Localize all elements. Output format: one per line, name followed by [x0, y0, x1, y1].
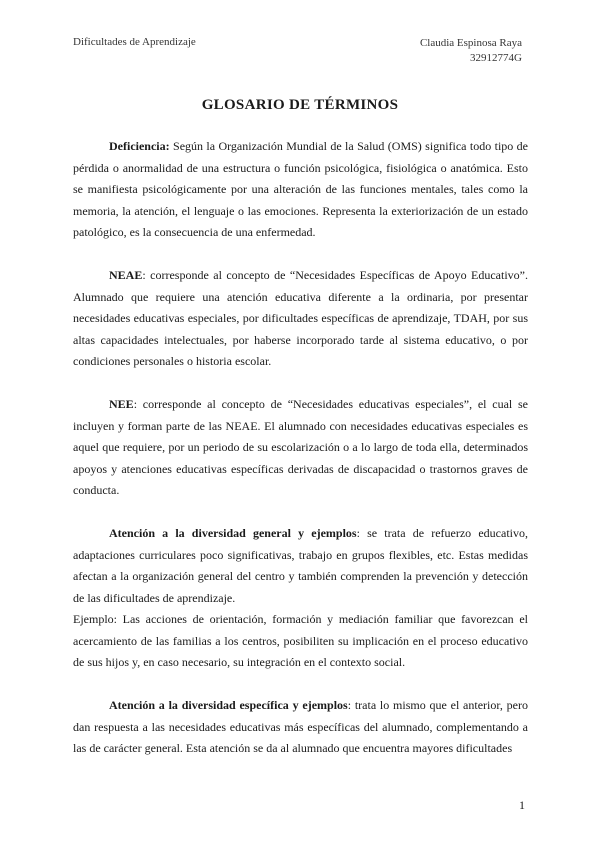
- paragraph-atencion-general: [73, 523, 528, 609]
- definition-nee: : corresponde al concepto de “Necesidades educativas especiales”, el cual se incluyen y forman parte de las NEAE. El alumnado con necesidades educativas especiales es aquel que requiere, por un periodo de su escolarización o a lo largo de toda ella, determinados apoyos y atenciones educativas específicas derivadas de discapacidad o trastornos graves de conducta.: [73, 396, 528, 498]
- paragraph-nee: [73, 394, 528, 502]
- paragraph-deficiencia: [73, 136, 528, 244]
- term-nee: NEE: [109, 396, 134, 411]
- example-atencion-general: Ejemplo: Las acciones de orientación, formación y mediación familiar que favorezcan el acercamiento de las familias a los centros, posibiliten su implicación en el proceso educativo de sus hijos y, en caso necesario, su integración en el contexto social.: [73, 612, 528, 670]
- term-atencion-general: Atención a la diversidad general y ejemplos: [109, 525, 357, 540]
- definition-neae: : corresponde al concepto de “Necesidades Específicas de Apoyo Educativo”. Alumnado que requiere una atención educativa diferente a la ordinaria, por presentar necesidades educativas especiales, por dificultades específicas de aprendizaje, TDAH, por sus altas capacidades intelectuales, por haberse incorporado tarde al sistema educativo, o por condiciones personales o historia escolar.: [73, 267, 528, 369]
- definition-deficiencia: Según la Organización Mundial de la Salud (OMS) significa todo tipo de pérdida o anormalidad de una estructura o función psicológica, fisiológica o anatómica. Esto se manifiesta psicológicamente por una alteración de las funciones mentales, tales como la memoria, la atención, el lenguaje o las emociones. Representa la exteriorización de un estado patológico, es la consecuencia de una enfermedad.: [73, 139, 528, 240]
- definition-atencion-general: : se trata de refuerzo educativo, adaptaciones curriculares poco significativas, trabajo en grupos flexibles, etc. Estas medidas afectan a la organización general del centro y también comprenden la prevención y detección de las dificultades de aprendizaje.: [73, 525, 528, 605]
- header-author-block: [420, 36, 522, 66]
- paragraph-neae: [73, 265, 528, 373]
- paragraph-atencion-especifica: [73, 695, 528, 760]
- page-number: 1: [519, 798, 525, 812]
- term-deficiencia: Deficiencia:: [109, 139, 170, 153]
- paragraph-spacer: [73, 244, 528, 265]
- document-body: [73, 136, 528, 760]
- paragraph-spacer: [73, 674, 528, 695]
- term-atencion-especifica: Atención a la diversidad específica y ejemplos: [109, 698, 348, 713]
- page-title: GLOSARIO DE TÉRMINOS: [201, 97, 399, 113]
- paragraph-spacer: [73, 373, 528, 394]
- term-neae: NEAE: [109, 267, 143, 282]
- header-student-code: 32912774G: [470, 52, 522, 64]
- paragraph-spacer: [73, 502, 528, 523]
- header-author-name: Claudia Espinosa Raya: [419, 37, 522, 49]
- header-course-title: Dificultades de Aprendizaje: [73, 36, 196, 48]
- definition-atencion-especifica: : trata lo mismo que el anterior, pero dan respuesta a las necesidades educativas más específicas del alumnado, complementando a las de carácter general. Esta atención se da al alumnado que encuentra mayores dificultades: [73, 698, 529, 756]
